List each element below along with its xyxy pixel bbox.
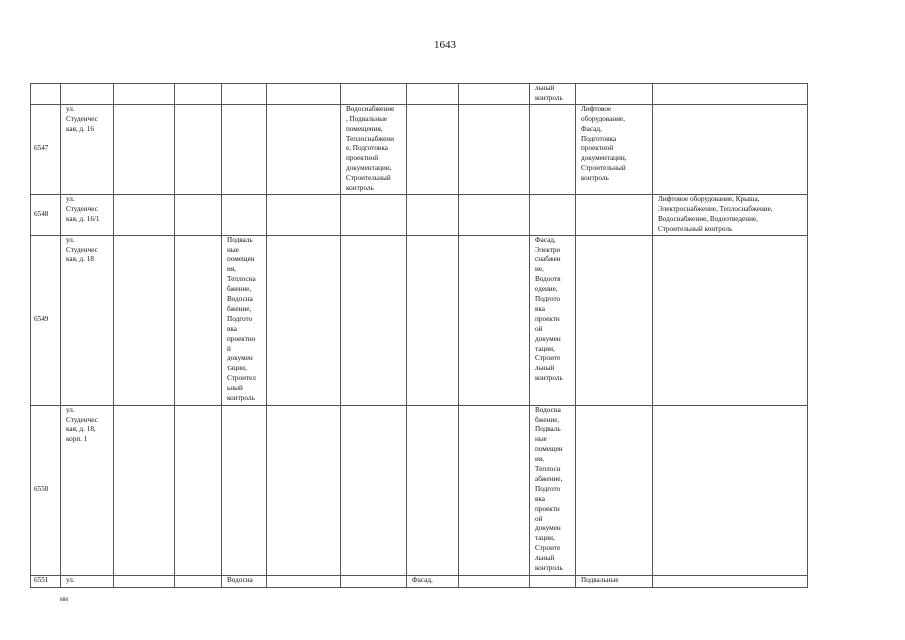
table-cell <box>114 194 175 235</box>
table-cell <box>267 405 341 575</box>
table-cell <box>114 235 175 405</box>
table-cell <box>267 575 341 587</box>
table-cell <box>175 235 222 405</box>
table-cell: ул. Студенчес кая, д. 18, корп. 1 <box>61 405 114 575</box>
table-cell <box>341 405 407 575</box>
table-cell <box>267 104 341 194</box>
table-cell <box>114 104 175 194</box>
table-cell <box>576 84 653 105</box>
table-cell <box>222 194 267 235</box>
table-cell <box>530 575 576 587</box>
table-cell <box>114 575 175 587</box>
table-cell <box>459 84 530 105</box>
table-cell <box>222 84 267 105</box>
table-cell <box>175 405 222 575</box>
table-cell: Водосна бжение, Подваль ные помещен ия, Теплосн абжение, Подгото вка проектн ой докумен тации, Строите льный контроль <box>530 405 576 575</box>
table-cell <box>175 575 222 587</box>
table-cell <box>222 405 267 575</box>
table-cell: Подвальные <box>576 575 653 587</box>
table-cell <box>407 405 459 575</box>
table-cell <box>341 194 407 235</box>
table-cell: ул. Студенчес кая, д. 18 <box>61 235 114 405</box>
table-cell <box>653 405 808 575</box>
footer-note: нн <box>60 594 69 603</box>
table-cell <box>407 84 459 105</box>
table-cell <box>653 575 808 587</box>
table-cell <box>114 405 175 575</box>
table-cell <box>459 104 530 194</box>
table-cell <box>407 235 459 405</box>
table-cell <box>653 235 808 405</box>
table-cell <box>576 194 653 235</box>
table-cell: Фасад, <box>407 575 459 587</box>
table-row <box>31 84 808 105</box>
table-cell <box>576 235 653 405</box>
table-cell <box>407 104 459 194</box>
table-cell <box>407 194 459 235</box>
table-cell <box>114 84 175 105</box>
table-cell <box>61 84 114 105</box>
table-row <box>31 194 808 235</box>
table-cell <box>175 194 222 235</box>
table-cell <box>459 575 530 587</box>
table-cell <box>459 235 530 405</box>
table-row <box>31 405 808 575</box>
table-cell <box>267 235 341 405</box>
table-cell <box>341 575 407 587</box>
table-cell <box>341 235 407 405</box>
table-cell: Водосна <box>222 575 267 587</box>
table-cell <box>530 104 576 194</box>
table-cell: льный контроль <box>530 84 576 105</box>
table-cell <box>267 84 341 105</box>
table-cell <box>222 104 267 194</box>
table-cell: ул. Студенчес кая, д. 16 <box>61 104 114 194</box>
table-cell <box>459 194 530 235</box>
row-number-cell: 6550 <box>31 405 61 575</box>
table-row <box>31 104 808 194</box>
table-row <box>31 235 808 405</box>
row-number-cell: 6548 <box>31 194 61 235</box>
table-cell <box>576 405 653 575</box>
table-cell: Лифтовое оборудование, Фасад, Подготовка проектной документации, Строительный контроль <box>576 104 653 194</box>
table-cell <box>459 405 530 575</box>
table-cell <box>175 104 222 194</box>
row-number-cell <box>31 84 61 105</box>
page-number: 1643 <box>434 39 456 51</box>
row-number-cell: 6551 <box>31 575 61 587</box>
table-cell: ул. <box>61 575 114 587</box>
table-cell: Лифтовое оборудование, Крыша, Электроснабжение, Теплоснабжение, Водоснабжение, Водоотведение, Строительный контроль <box>653 194 808 235</box>
works-table <box>30 83 808 588</box>
table-cell: ул. Студенчес кая, д. 16/1 <box>61 194 114 235</box>
table-cell <box>175 84 222 105</box>
table-cell <box>653 104 808 194</box>
row-number-cell: 6547 <box>31 104 61 194</box>
table-cell <box>530 194 576 235</box>
table-cell <box>267 194 341 235</box>
row-number-cell: 6549 <box>31 235 61 405</box>
table-cell: Фасад, Электро снабжен ие, Водоотв едение, Подгото вка проектн ой докумен тации, Строите льный контроль <box>530 235 576 405</box>
table-cell <box>653 84 808 105</box>
table-row <box>31 575 808 587</box>
table-cell: Подваль ные помещен ия, Теплосна бжение, Водосна бжение, Подгото вка проектно й докумен тации, Строител ьный контроль <box>222 235 267 405</box>
table-cell <box>341 84 407 105</box>
table-cell: Водоснабжение , Подвальные помещения, Теплоснабжени е, Подготовка проектной документации, Строительный контроль <box>341 104 407 194</box>
